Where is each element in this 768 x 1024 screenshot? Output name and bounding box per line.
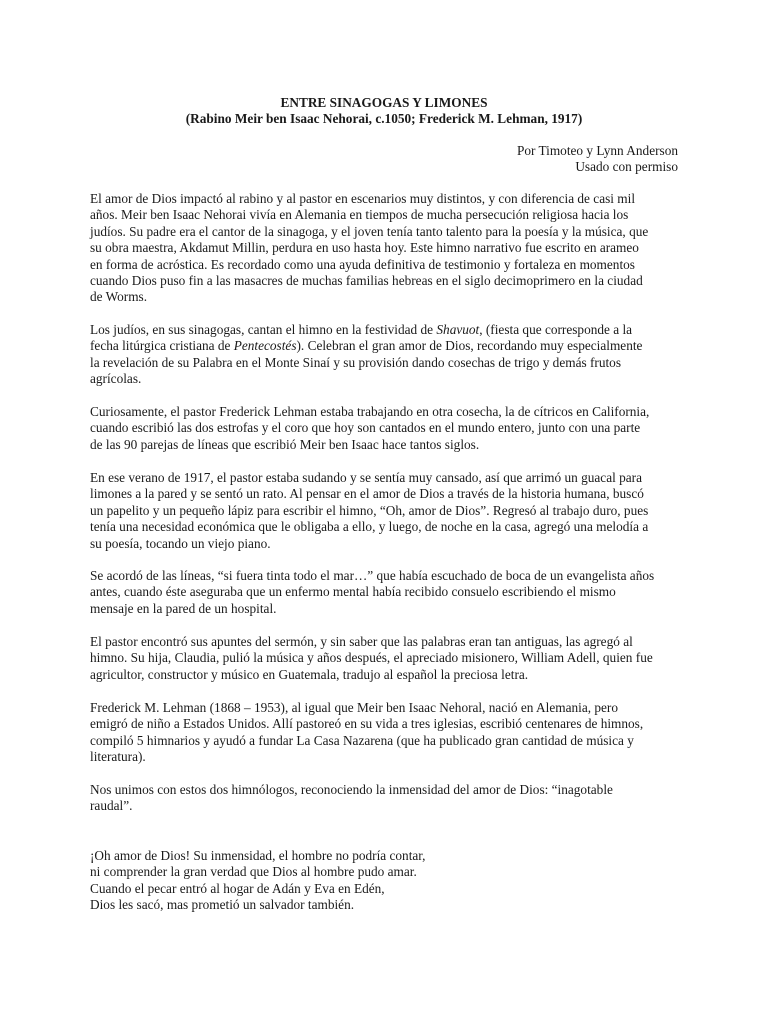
paragraph-5-line: Se acordó de las líneas, “si fuera tinta todo el mar…” que había escuchado de boca de un evangelista años [90, 568, 655, 583]
paragraph-1-line: de Worms. [90, 289, 148, 305]
paragraph-1-line: años. Meir ben Isaac Nehorai vivía en Alemania en tiempos de mucha persecución religiosa hacia los [90, 207, 629, 223]
paragraph-1-line: cuando Dios puso fin a las masacres de muchas familias hebreas en el siglo decimoprimero en la ciudad [90, 273, 643, 289]
pentecostes-term: Pentecostés [233, 338, 297, 354]
paragraph-4-line: tenía una necesidad económica que le obligaba a ello, y luego, de noche en la casa, agregó una melodía a [90, 519, 649, 535]
hymn-stanza-line: ni comprender la gran verdad que Dios al hombre pudo amar. [90, 864, 417, 880]
paragraph-4-line: En ese verano de 1917, el pastor estaba sudando y se sentía muy cansado, así que arrimó un guacal para [90, 470, 643, 485]
paragraph-4-line: un papelito y un pequeño lápiz para escribir el himno, “Oh, amor de Dios”. Regresó al trabajo duro, pues [90, 502, 649, 518]
paragraph-5 [90, 568, 680, 617]
paragraph-3 [90, 404, 680, 453]
author-line: Por Timoteo y Lynn Anderson [516, 143, 678, 158]
hymn-stanza-line: ¡Oh amor de Dios! Su inmensidad, el hombre no podría contar, [90, 848, 426, 863]
paragraph-8-line: raudal”. [90, 798, 133, 814]
document-subtitle: (Rabino Meir ben Isaac Nehorai, c.1050; Frederick M. Lehman, 1917) [185, 111, 583, 126]
paragraph-4-line: su poesía, tocando un viejo piano. [90, 535, 271, 551]
document-title: ENTRE SINAGOGAS Y LIMONES [280, 95, 488, 110]
paragraph-1 [90, 191, 680, 306]
shavuot-term: Shavuot [436, 322, 480, 337]
paragraph-2-line-1: Los judíos, en sus sinagogas, cantan el himno en la festividad de Shavuot, (fiesta que corresponde a la [90, 322, 633, 337]
paragraph-6-line: himno. Su hija, Claudia, pulió la música y años después, el apreciado misionero, William Adell, quien fue [90, 650, 653, 666]
paragraph-7-line: Frederick M. Lehman (1868 – 1953), al igual que Meir ben Isaac Nehoral, nació en Alemania, pero [90, 700, 618, 715]
paragraph-7-line: compiló 5 himnarios y ayudó a fundar La Casa Nazarena (que ha publicado gran cantidad de música y [90, 732, 634, 748]
paragraph-2-line-2: fecha litúrgica cristiana de Pentecostés). Celebran el gran amor de Dios, recordando muy especialmente [90, 338, 643, 354]
paragraph-8-line: Nos unimos con estos dos himnólogos, reconociendo la inmensidad del amor de Dios: “inagotable [90, 782, 613, 797]
paragraph-6 [90, 634, 680, 683]
paragraph-8 [90, 782, 680, 815]
paragraph-6-line: agricultor, constructor y músico en Guatemala, tradujo al español la preciosa letra. [90, 666, 529, 682]
paragraph-7 [90, 700, 680, 766]
paragraph-1-line: su obra maestra, Akdamut Millin, perdura en uso hasta hoy. Este himno narrativo fue escrito en arameo [90, 240, 639, 256]
paragraph-4 [90, 470, 680, 552]
paragraph-5-line: antes, cuando éste aseguraba que un enfermo mental había recibido consuelo escribiendo el mismo [90, 584, 616, 600]
paragraph-3-line: cuando escribió las dos estrofas y el coro que hoy son cantados en el mundo entero, junto con una parte [90, 420, 641, 436]
paragraph-7-line: literatura). [90, 749, 146, 765]
hymn-stanza-line: Dios les sacó, mas prometió un salvador también. [90, 897, 355, 913]
paragraph-1-line: judíos. Su padre era el cantor de la sinagoga, y el joven tenía tanto talento para la poesía y la música, que [90, 223, 649, 239]
text-line: agrícolas. [90, 371, 142, 387]
paragraph-1-line: en forma de acróstica. Es recordado como una ayuda definitiva de testimonio y fortaleza en momentos [90, 256, 635, 272]
paragraph-3-line: Curiosamente, el pastor Frederick Lehman estaba trabajando en otra cosecha, la de cítricos en California, [90, 404, 650, 419]
paragraph-5-line: mensaje en la pared de un hospital. [90, 600, 277, 616]
paragraph-3-line: de las 90 parejas de líneas que escribió Meir ben Isaac hace tantos siglos. [90, 436, 480, 452]
hymn-stanza-line: Cuando el pecar entró al hogar de Adán y Eva en Edén, [90, 880, 385, 896]
paragraph-4-line: limones a la pared y se sentó un rato. Al pensar en el amor de Dios a través de la historia humana, buscó [90, 486, 644, 502]
paragraph-1-line: El amor de Dios impactó al rabino y al pastor en escenarios muy distintos, y con diferencia de casi mil [90, 191, 636, 206]
permission-line: Usado con permiso [575, 159, 678, 174]
hymn-stanza [90, 848, 680, 914]
paragraph-7-line: emigró de niño a Estados Unidos. Allí pastoreó en su vida a tres iglesias, escribió centenares de himnos, [90, 716, 644, 732]
paragraph-6-line: El pastor encontró sus apuntes del sermón, y sin saber que las palabras eran tan antiguas, las agregó al [90, 634, 633, 649]
paragraph-2 [90, 322, 680, 388]
text-line: la revelación de su Palabra en el Monte Sinaí y su provisión dando cosechas de trigo y demás frutos [90, 354, 621, 370]
